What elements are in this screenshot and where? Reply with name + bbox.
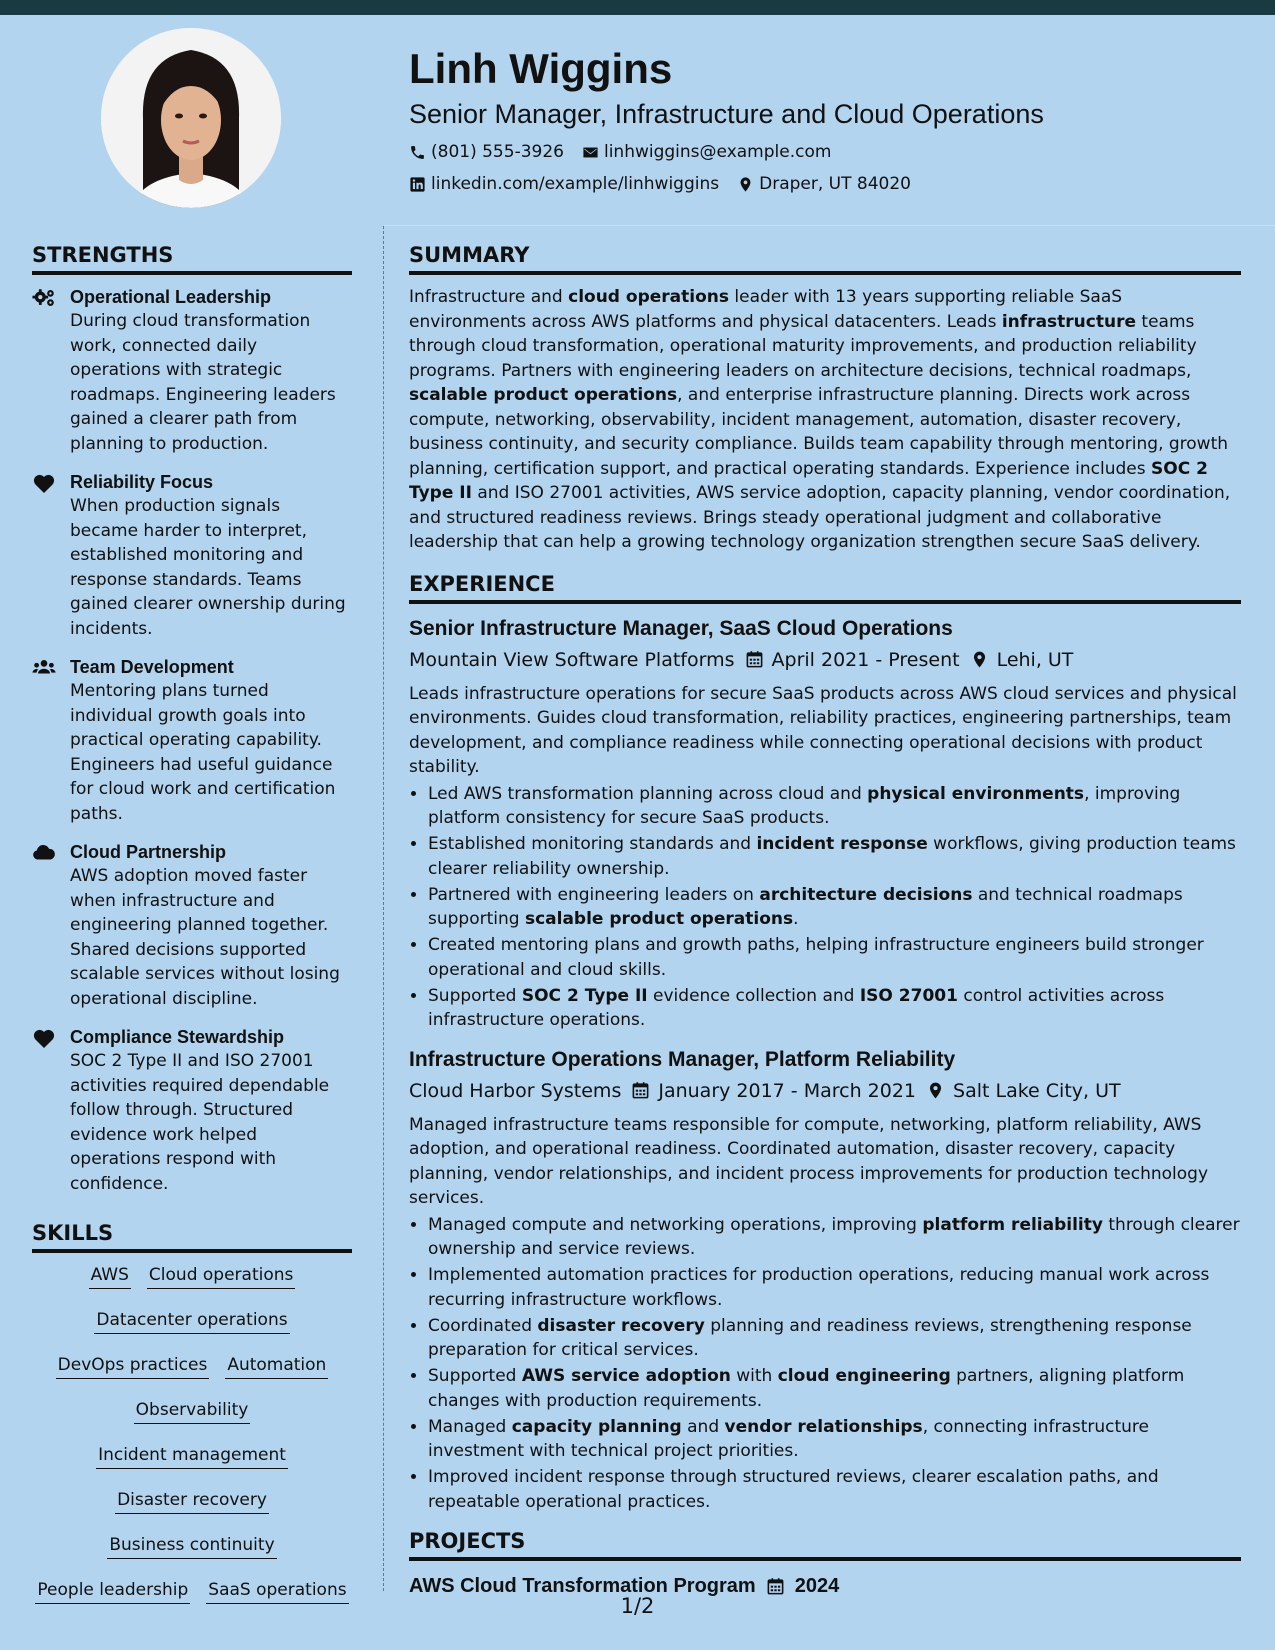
phone-text[interactable]: (801) 555-3926	[431, 142, 564, 162]
skill-tag: Cloud operations	[147, 1263, 295, 1289]
text-run: Managed compute and networking operations, improving	[428, 1214, 923, 1235]
job-dates: January 2017 - March 2021	[658, 1079, 917, 1102]
summary-heading: SUMMARY	[409, 240, 1241, 275]
text-run: with	[730, 1366, 778, 1386]
map-pin-icon	[926, 1081, 945, 1100]
job-bullet	[428, 883, 1241, 932]
skill-tag: SaaS operations	[206, 1578, 348, 1604]
location-text: Draper, UT 84020	[759, 174, 911, 194]
emphasis-text: scalable product operations	[409, 385, 678, 405]
strength-name: Reliability Focus	[70, 472, 214, 492]
strength-item	[32, 655, 352, 826]
strength-name: Compliance Stewardship	[70, 1027, 285, 1047]
text-run: Supported	[428, 985, 522, 1006]
job-bullet	[428, 832, 1241, 881]
job-meta	[409, 644, 1241, 676]
text-run: and	[681, 1416, 725, 1437]
left-column	[32, 240, 352, 1623]
candidate-title: Senior Manager, Infrastructure and Cloud Operations	[409, 99, 1044, 129]
text-run: Coordinated	[428, 1315, 538, 1336]
skill-tag: Disaster recovery	[115, 1488, 269, 1514]
experience-heading: EXPERIENCE	[409, 569, 1241, 604]
text-run: control activities across infrastructure operations.	[428, 985, 1165, 1030]
gears-icon	[32, 287, 56, 309]
page-number: 1/2	[620, 1594, 655, 1618]
strength-item	[32, 285, 352, 456]
projects-heading: PROJECTS	[409, 1526, 1241, 1561]
cloud-icon	[32, 842, 56, 864]
skill-tag: Datacenter operations	[94, 1308, 289, 1334]
map-pin-icon	[970, 650, 989, 669]
strength-name: Operational Leadership	[70, 287, 272, 307]
users-icon	[32, 657, 56, 679]
job-location: Lehi, UT	[996, 648, 1074, 671]
strength-desc: When production signals became harder to interpret, established monitoring and response standards. Teams gained clearer ownership during incidents.	[70, 496, 346, 639]
calendar-icon	[766, 1577, 785, 1596]
linkedin-text[interactable]: linkedin.com/example/linhwiggins	[431, 174, 720, 194]
text-run: evidence collection and	[647, 985, 860, 1006]
email-text[interactable]: linhwiggins@example.com	[603, 142, 832, 162]
job-location: Salt Lake City, UT	[953, 1079, 1121, 1102]
text-run: .	[793, 909, 799, 929]
contact-row-2	[409, 168, 1249, 200]
strength-desc: Mentoring plans turned individual growth goals into practical operating capability. Engineers had useful guidance for cloud work and certification paths.	[70, 681, 336, 824]
contact-row-1	[409, 136, 1249, 168]
text-run: Infrastructure and	[409, 287, 569, 307]
skill-tag: Automation	[225, 1353, 328, 1379]
skill-tag: Incident management	[96, 1443, 288, 1469]
heart-icon	[32, 472, 56, 494]
emphasis-text: SOC 2 Type II	[521, 985, 648, 1006]
skill-tag: DevOps practices	[56, 1353, 210, 1379]
emphasis-text: disaster recovery	[537, 1315, 705, 1336]
text-run: and technical roadmaps supporting	[428, 884, 1183, 929]
strength-name: Team Development	[70, 657, 234, 677]
map-pin-icon	[737, 176, 754, 193]
top-accent-bar	[0, 0, 1275, 15]
text-run: , improving platform consistency for secure SaaS products.	[428, 783, 1181, 828]
text-run: teams through cloud transformation, operational maturity improvements, and production reliability programs. Partners with engineering leaders on architecture decisions, technical roadmaps,	[409, 311, 1197, 381]
job-bullet	[428, 1314, 1241, 1363]
text-run: Established monitoring standards and	[428, 834, 757, 854]
job-bullet	[428, 1364, 1241, 1413]
job-bullets	[409, 1213, 1241, 1515]
profile-photo	[101, 28, 281, 208]
job-meta	[409, 1075, 1241, 1107]
heart-icon	[32, 1027, 56, 1049]
envelope-icon	[582, 144, 599, 161]
job-bullet	[428, 1415, 1241, 1464]
job-title: Infrastructure Operations Manager, Platform Reliability	[409, 1047, 956, 1071]
text-run: Led AWS transformation planning across cloud and	[428, 783, 868, 804]
column-divider	[383, 226, 384, 1591]
header-divider	[384, 225, 1275, 226]
project-year: 2024	[794, 1575, 840, 1597]
contact-location	[737, 168, 911, 200]
job-bullets	[409, 782, 1241, 1033]
text-run: workflows, giving production teams clearer reliability ownership.	[428, 834, 1236, 879]
text-run: , connecting infrastructure investment with technical project priorities.	[428, 1416, 1149, 1461]
contact-phone	[409, 136, 564, 168]
emphasis-text: cloud operations	[568, 287, 729, 307]
text-run: through clearer ownership and service reviews.	[428, 1214, 1240, 1259]
text-run: Implemented automation practices for production operations, reducing manual work across recurring infrastructure workflows.	[428, 1265, 1210, 1310]
emphasis-text: cloud engineering	[777, 1366, 951, 1386]
project-title: AWS Cloud Transformation Program	[409, 1575, 756, 1597]
text-run: partners, aligning platform changes with production requirements.	[428, 1366, 1185, 1411]
emphasis-text: SOC 2 Type II	[409, 458, 1208, 503]
candidate-name: Linh Wiggins	[409, 45, 673, 92]
job-bullet	[428, 1465, 1241, 1514]
emphasis-text: incident response	[756, 834, 928, 854]
job-bullet	[428, 933, 1241, 982]
strength-item	[32, 840, 352, 1011]
emphasis-text: capacity planning	[511, 1416, 682, 1437]
job-dates: April 2021 - Present	[771, 648, 960, 671]
skill-tag: Observability	[134, 1398, 251, 1424]
job-company: Mountain View Software Platforms	[409, 648, 735, 671]
job-bullet	[428, 984, 1241, 1033]
strength-desc: During cloud transformation work, connected daily operations with strategic roadmaps. Engineering leaders gained a clearer path from planning to production.	[70, 311, 336, 454]
skill-tag: Business continuity	[107, 1533, 276, 1559]
job-description: Leads infrastructure operations for secure SaaS products across AWS cloud services and physical environments. Guides cloud transformation, reliability practices, engineering partnerships, team development, and compliance readiness while connecting operational decisions with product stability.	[409, 683, 1237, 777]
job-entry	[409, 1045, 1241, 1515]
text-run: , and enterprise infrastructure planning. Directs work across compute, networking, observability, incident management, automation, disaster recovery, business continuity, and security compliance. Builds team capability through mentoring, growth planning, certification support, and practical operating standards. Experience includes	[409, 385, 1229, 479]
emphasis-text: AWS service adoption	[521, 1366, 731, 1386]
text-run: Created mentoring plans and growth paths, helping infrastructure engineers build stronger operational and cloud skills.	[428, 935, 1204, 980]
linkedin-icon	[409, 176, 426, 193]
emphasis-text: platform reliability	[922, 1214, 1103, 1235]
summary-text	[409, 285, 1241, 555]
skill-tag: AWS	[89, 1263, 131, 1289]
contact-linkedin	[409, 168, 719, 200]
strength-item	[32, 1025, 352, 1196]
text-run: Managed	[428, 1416, 512, 1437]
emphasis-text: architecture decisions	[759, 884, 973, 905]
text-run: and ISO 27001 activities, AWS service adoption, capacity planning, vendor coordination, and structured readiness reviews. Brings steady operational judgment and collaborative leadership that can help a growing technology organization strengthen secure SaaS delivery.	[409, 483, 1231, 552]
emphasis-text: vendor relationships	[724, 1416, 923, 1437]
phone-icon	[409, 144, 426, 161]
emphasis-text: infrastructure	[1001, 311, 1136, 332]
text-run: leader with 13 years supporting reliable SaaS environments across AWS platforms and physical datacenters. Leads	[409, 287, 1123, 332]
job-company: Cloud Harbor Systems	[409, 1079, 622, 1102]
strength-name: Cloud Partnership	[70, 842, 227, 862]
job-bullet	[428, 782, 1241, 831]
strength-desc: AWS adoption moved faster when infrastructure and engineering planned together. Shared decisions supported scalable services without losing operational discipline.	[70, 866, 340, 1009]
skills-heading: SKILLS	[32, 1218, 352, 1253]
contact-email	[582, 136, 831, 168]
job-bullet	[428, 1263, 1241, 1312]
header	[409, 42, 1249, 200]
strength-item	[32, 470, 352, 641]
text-run: Improved incident response through structured reviews, clearer escalation paths, and repeatable operational practices.	[428, 1467, 1159, 1512]
emphasis-text: physical environments	[867, 783, 1085, 804]
job-entry	[409, 614, 1241, 1033]
emphasis-text: scalable product operations	[524, 909, 794, 929]
skills-list	[32, 1263, 352, 1623]
job-title: Senior Infrastructure Manager, SaaS Cloud Operations	[409, 616, 953, 640]
strength-desc: SOC 2 Type II and ISO 27001 activities required dependable follow through. Structured evidence work helped operations respond with confidence.	[70, 1051, 330, 1194]
right-column	[409, 240, 1241, 1601]
emphasis-text: ISO 27001	[859, 985, 958, 1006]
calendar-icon	[745, 650, 764, 669]
skill-tag: People leadership	[35, 1578, 190, 1604]
calendar-icon	[631, 1081, 650, 1100]
job-description: Managed infrastructure teams responsible for compute, networking, platform reliability, AWS adoption, and operational readiness. Coordinated automation, disaster recovery, capacity planning, vendor relationships, and incident process improvements for production technology services.	[409, 1114, 1209, 1208]
text-run: Supported	[428, 1366, 522, 1386]
text-run: planning and readiness reviews, strengthening response preparation for critical services.	[428, 1315, 1192, 1360]
job-bullet	[428, 1213, 1241, 1262]
text-run: Partnered with engineering leaders on	[428, 884, 760, 905]
strengths-heading: STRENGTHS	[32, 240, 352, 275]
